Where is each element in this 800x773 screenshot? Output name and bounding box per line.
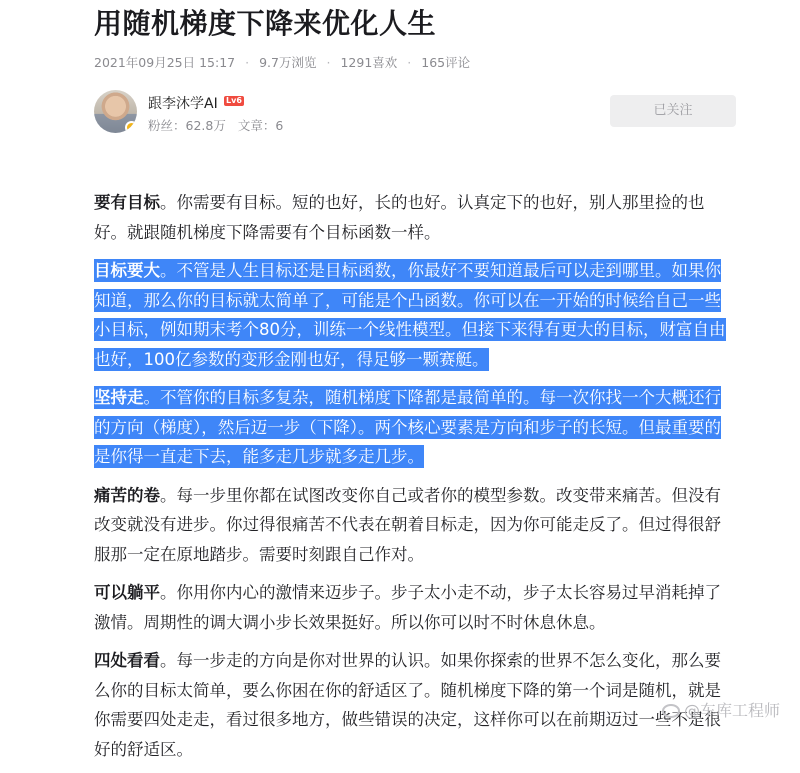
paragraph-heading: 四处看看 xyxy=(94,651,160,670)
weibo-watermark xyxy=(662,698,780,721)
paragraph-heading: 目标要大 xyxy=(94,261,160,280)
selection-highlight xyxy=(94,386,721,468)
avatar[interactable] xyxy=(94,90,137,133)
follow-button[interactable]: 已关注 xyxy=(610,95,736,127)
paragraph-heading: 可以躺平 xyxy=(94,583,160,602)
paragraph-rest xyxy=(94,578,734,637)
verified-badge-icon xyxy=(125,121,137,133)
view-count: 9.7万浏览 xyxy=(259,55,317,70)
meta-separator: · xyxy=(407,55,412,70)
fan-count: 粉丝：62.8万 xyxy=(148,118,226,133)
paragraph-text: 。不管是人生目标还是目标函数，你最好不要知道最后可以走到哪里。如果你知道，那么你的目标就太简单了，可能是个凸函数。你可以在一开始的时候给自己一些小目标，例如期末考个80分，训练一个线性模型。但接下来得有更大的目标，财富自由也好，100亿参数的变形金刚也好，得足够一颗赛艇。 xyxy=(94,261,726,369)
paragraph-painful xyxy=(94,481,734,570)
comment-count: 165评论 xyxy=(421,55,471,70)
paragraph-text: 。每一步走的方向是你对世界的认识。如果你探索的世界不怎么变化，那么要么你的目标太简单，要么你困在你的舒适区了。随机梯度下降的第一个词是随机，就是你需要四处走走，看过很多地方，做些错误的决定，这样你可以在前期迈过一些不是很好的舒适区。 xyxy=(94,651,721,759)
article-title: 用随机梯度下降来优化人生 xyxy=(94,7,437,40)
author-stats xyxy=(148,116,295,134)
paragraph-text: 。你用你内心的激情来迈步子。步子太小走不动，步子太长容易过早消耗掉了激情。周期性的调大调小步长效果挺好。所以你可以时不时休息休息。 xyxy=(94,583,721,632)
level-badge: Lv6 xyxy=(226,96,242,105)
paragraph-heading: 痛苦的卷 xyxy=(94,485,160,505)
publish-date: 2021年09月25日 15:17 xyxy=(94,55,236,70)
paragraph-text: 。每一步里你都在试图改变你自己或者你的模型参数。改变带来痛苦。但没有改变就没有进步。你过得很痛苦不代表在朝着目标走，因为你可能走反了。但过得很舒服那一定在原地踏步。需要时刻跟自己作对。 xyxy=(94,485,721,564)
paragraph-text: 。不管你的目标多复杂，随机梯度下降都是最简单的。每一次你找一个大概还行的方向（梯度），然后迈一步（下降）。两个核心要素是方向和步子的长短。但最重要的是你得一直走下去，能多走几步就多走几步。 xyxy=(94,388,721,466)
article-body xyxy=(94,188,734,773)
meta-separator: · xyxy=(326,55,331,70)
meta-separator: · xyxy=(245,55,250,70)
paragraph-goal xyxy=(94,188,734,247)
paragraph-keep-going xyxy=(94,383,734,472)
paragraph-heading: 要有目标 xyxy=(94,193,160,212)
paragraph-big-goal xyxy=(94,256,734,374)
like-count: 1291喜欢 xyxy=(340,55,398,70)
weibo-icon xyxy=(662,704,680,718)
paragraph-heading: 坚持走 xyxy=(94,388,144,407)
paragraph-explore xyxy=(94,646,734,764)
post-count: 文章：6 xyxy=(237,118,284,133)
paragraph-text: 。你需要有目标。短的也好，长的也好。认真定下的也好，别人那里捡的也好。就跟随机梯度下降需要有个目标函数一样。 xyxy=(94,193,705,242)
selection-highlight xyxy=(94,259,726,371)
watermark-text: @车库工程师 xyxy=(683,701,780,720)
author-name[interactable]: 跟李沐学AI xyxy=(148,96,218,112)
article-meta xyxy=(94,53,480,71)
author-card xyxy=(94,90,739,138)
